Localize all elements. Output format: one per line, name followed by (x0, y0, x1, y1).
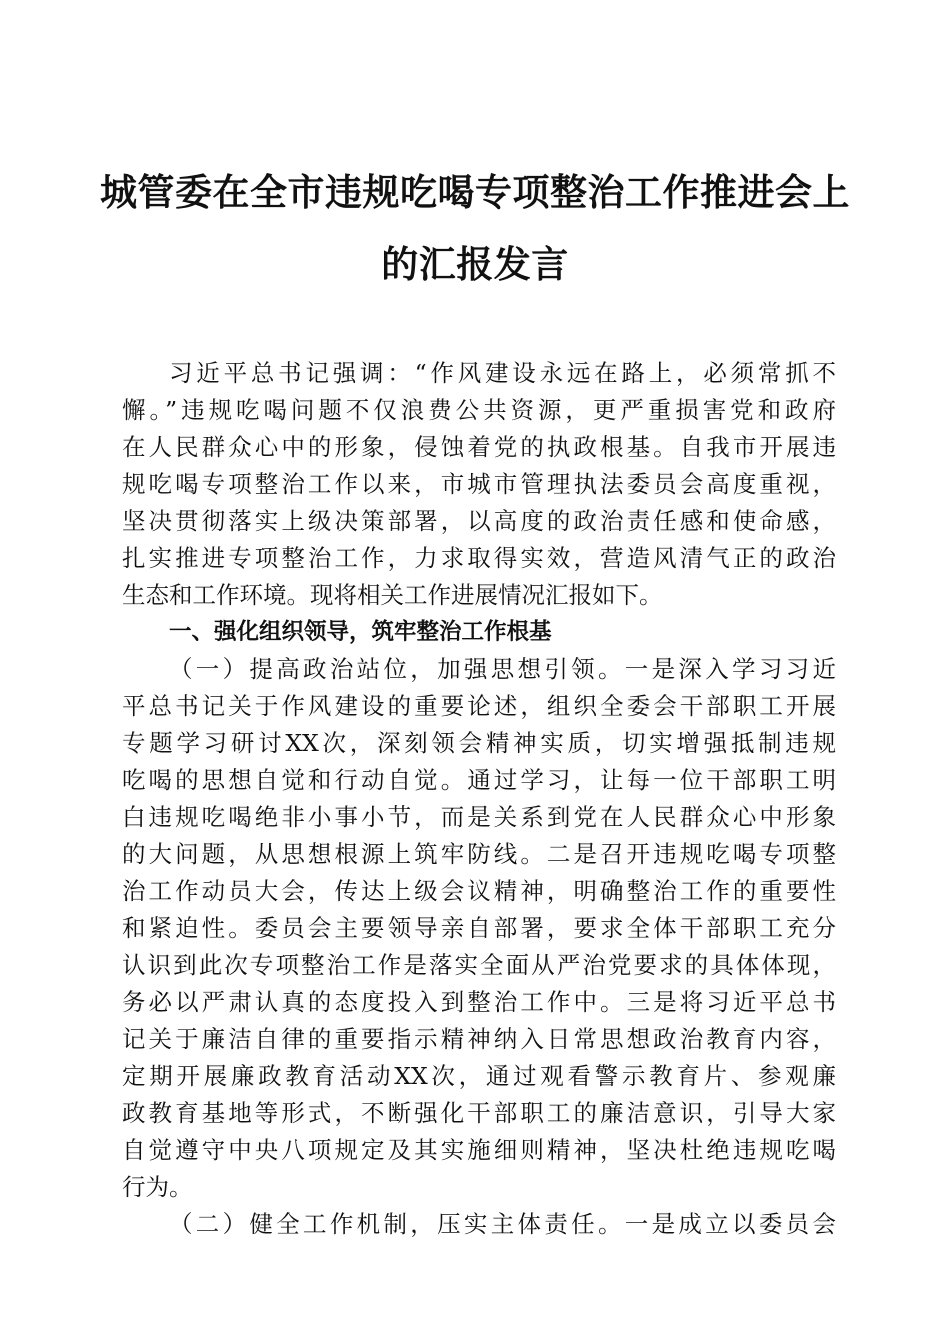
paragraph-intro-line: 规吃喝专项整治工作以来，市城市管理执法委员会高度重视， (122, 470, 836, 498)
paragraph-1-line: 吃喝的思想自觉和行动自觉。通过学习，让每一位干部职工明 (122, 766, 836, 794)
paragraph-1-line: 政教育基地等形式，不断强化干部职工的廉洁意识，引导大家 (122, 1099, 836, 1127)
paragraph-1-line: 行为。 (122, 1173, 193, 1201)
paragraph-1-line: （一）提高政治站位，加强思想引领。一是深入学习习近 (169, 655, 836, 683)
paragraph-intro-line: 懈。”违规吃喝问题不仅浪费公共资源，更严重损害党和政府 (122, 396, 836, 424)
paragraph-intro-line: 生态和工作环境。现将相关工作进展情况汇报如下。 (122, 581, 663, 609)
paragraph-1-line: 专题学习研讨XX次，深刻领会精神实质，切实增强抵制违规 (122, 729, 836, 757)
paragraph-1-line: 认识到此次专项整治工作是落实全面从严治党要求的具体体现， (122, 951, 836, 979)
paragraph-intro-line: 扎实推进专项整治工作，力求取得实效，营造风清气正的政治 (122, 544, 836, 572)
document-title-line-1: 城管委在全市违规吃喝专项整治工作推进会上 (100, 170, 850, 214)
paragraph-intro-line: 在人民群众心中的形象，侵蚀着党的执政根基。自我市开展违 (122, 433, 836, 461)
document-title-line-2: 的汇报发言 (381, 242, 569, 286)
paragraph-1-line: 平总书记关于作风建设的重要论述，组织全委会干部职工开展 (122, 692, 836, 720)
paragraph-1-line: 定期开展廉政教育活动XX次，通过观看警示教育片、参观廉 (122, 1062, 836, 1090)
section-heading-1: 一、强化组织领导，筑牢整治工作根基 (169, 619, 552, 645)
paragraph-1-line: 务必以严肃认真的态度投入到整治工作中。三是将习近平总书 (122, 988, 836, 1016)
paragraph-intro-line: 习近平总书记强调：“作风建设永远在路上，必须常抓不 (169, 359, 836, 387)
paragraph-1-line: 白违规吃喝绝非小事小节，而是关系到党在人民群众心中形象 (122, 803, 836, 831)
paragraph-1-line: 记关于廉洁自律的重要指示精神纳入日常思想政治教育内容， (122, 1025, 836, 1053)
paragraph-1-line: 自觉遵守中央八项规定及其实施细则精神，坚决杜绝违规吃喝 (122, 1136, 836, 1164)
paragraph-2-line: （二）健全工作机制，压实主体责任。一是成立以委员会 (169, 1210, 836, 1238)
paragraph-1-line: 的大问题，从思想根源上筑牢防线。二是召开违规吃喝专项整 (122, 840, 836, 868)
paragraph-1-line: 治工作动员大会，传达上级会议精神，明确整治工作的重要性 (122, 877, 836, 905)
document-body (122, 355, 836, 1243)
paragraph-1-line: 和紧迫性。委员会主要领导亲自部署，要求全体干部职工充分 (122, 914, 836, 942)
paragraph-intro-line: 坚决贯彻落实上级决策部署，以高度的政治责任感和使命感， (122, 507, 836, 535)
